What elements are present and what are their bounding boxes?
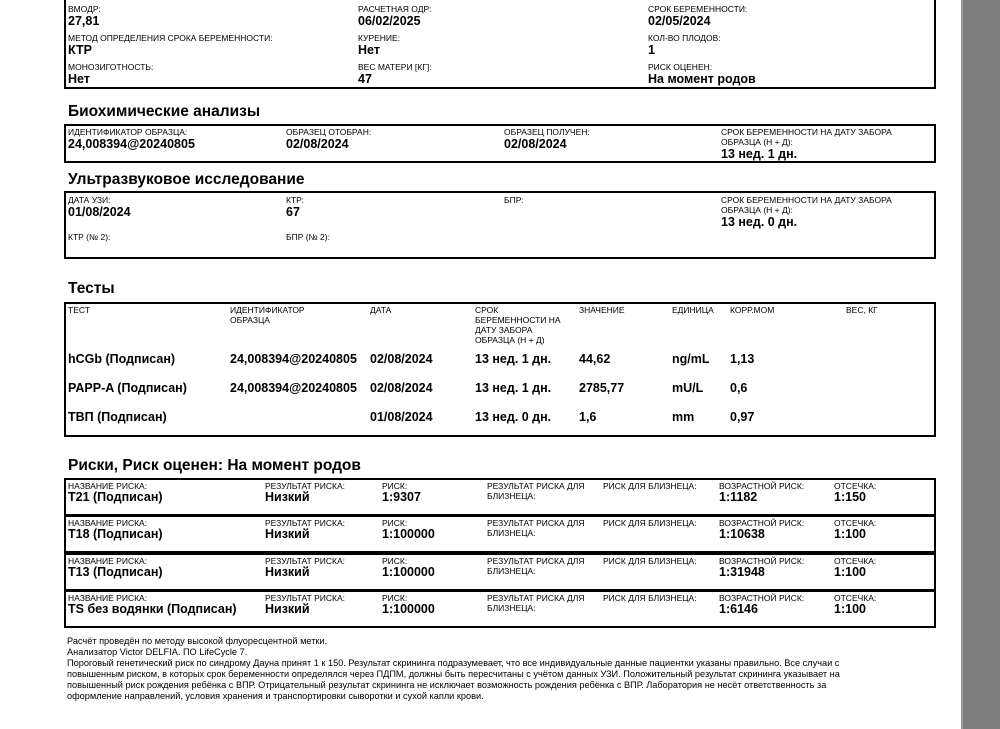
age-risk-label: ВОЗРАСТНОЙ РИСК: bbox=[719, 518, 805, 528]
us-date-label: ДАТА УЗИ: bbox=[68, 195, 111, 205]
weight-value: 47 bbox=[358, 72, 372, 86]
risk-value-label: РИСК: bbox=[382, 481, 408, 491]
test-mom: 0,97 bbox=[730, 410, 755, 424]
note-line: повышенным риском, в которых срок беременности определялся через ПДПМ, должны быть пересчитаны с учётом данных УЗИ. Положительный результат скрининга указывает на bbox=[67, 669, 840, 679]
fetuses-value: 1 bbox=[648, 43, 655, 57]
risk-name: T13 (Подписан) bbox=[68, 565, 163, 579]
calc-date-label: РАСЧЕТНАЯ ОДР: bbox=[358, 4, 432, 14]
th-ga-3: ДАТУ ЗАБОРА bbox=[475, 325, 533, 335]
test-value: 44,62 bbox=[579, 352, 611, 366]
note-line: оформление направлений, условия хранения и транспортировки сыворотки и сухой капли крови. bbox=[67, 691, 484, 701]
risk-result-label: РЕЗУЛЬТАТ РИСКА: bbox=[265, 556, 345, 566]
test-name: PAPP-A (Подписан) bbox=[68, 381, 187, 395]
sample-received-label: ОБРАЗЕЦ ПОЛУЧЕН: bbox=[504, 127, 590, 137]
twin-result-label-2: БЛИЗНЕЦА: bbox=[487, 603, 536, 613]
test-unit: ng/mL bbox=[672, 352, 710, 366]
risk-result-label: РЕЗУЛЬТАТ РИСКА: bbox=[265, 481, 345, 491]
us-bpr2-label: БПР (№ 2): bbox=[286, 232, 330, 242]
test-name: hCGb (Подписан) bbox=[68, 352, 176, 366]
risk-value: 1:100000 bbox=[382, 602, 435, 616]
age-risk-value: 1:1182 bbox=[719, 490, 758, 504]
risk-name-label: НАЗВАНИЕ РИСКА: bbox=[68, 518, 148, 528]
th-ga-2: БЕРЕМЕННОСТИ НА bbox=[475, 315, 561, 325]
age-risk-value: 1:31948 bbox=[719, 565, 765, 579]
risk-result-label: РЕЗУЛЬТАТ РИСКА: bbox=[265, 593, 345, 603]
risk-result: Низкий bbox=[265, 565, 310, 579]
risk-result-label: РЕЗУЛЬТАТ РИСКА: bbox=[265, 518, 345, 528]
test-unit: mU/L bbox=[672, 381, 704, 395]
risk-result: Низкий bbox=[265, 490, 310, 504]
risk-name: T21 (Подписан) bbox=[68, 490, 163, 504]
us-bpr-label: БПР: bbox=[504, 195, 524, 205]
us-ktr-value: 67 bbox=[286, 205, 300, 219]
th-id-1: ИДЕНТИФИКАТОР bbox=[230, 305, 305, 315]
cutoff-label: ОТСЕЧКА: bbox=[834, 518, 877, 528]
twin-risk-label: РИСК ДЛЯ БЛИЗНЕЦА: bbox=[603, 518, 697, 528]
us-ktr2-label: КТР (№ 2): bbox=[68, 232, 111, 242]
twin-result-label-1: РЕЗУЛЬТАТ РИСКА ДЛЯ bbox=[487, 556, 585, 566]
test-sample-id: 24,008394@20240805 bbox=[230, 381, 357, 395]
sample-id-value: 24,008394@20240805 bbox=[68, 137, 195, 151]
test-value: 1,6 bbox=[579, 410, 597, 424]
smoking-value: Нет bbox=[358, 43, 380, 57]
patient-info-box bbox=[64, 0, 936, 89]
cutoff-value: 1:100 bbox=[834, 565, 866, 579]
risk-name-label: НАЗВАНИЕ РИСКА: bbox=[68, 556, 148, 566]
ultrasound-title: Ультразвуковое исследование bbox=[68, 171, 305, 188]
twin-risk-label: РИСК ДЛЯ БЛИЗНЕЦА: bbox=[603, 556, 697, 566]
test-sample-id: 24,008394@20240805 bbox=[230, 352, 357, 366]
test-unit: mm bbox=[672, 410, 695, 424]
cutoff-label: ОТСЕЧКА: bbox=[834, 556, 877, 566]
risk-value-label: РИСК: bbox=[382, 593, 408, 603]
risk-value-label: РИСК: bbox=[382, 518, 408, 528]
test-date: 02/08/2024 bbox=[370, 381, 433, 395]
cutoff-value: 1:100 bbox=[834, 602, 866, 616]
twin-result-label-2: БЛИЗНЕЦА: bbox=[487, 491, 536, 501]
risk-value: 1:9307 bbox=[382, 490, 421, 504]
cutoff-label: ОТСЕЧКА: bbox=[834, 593, 877, 603]
th-ga-4: ОБРАЗЦА (Н + Д) bbox=[475, 335, 545, 345]
test-date: 01/08/2024 bbox=[370, 410, 433, 424]
twin-result-label-2: БЛИЗНЕЦА: bbox=[487, 528, 536, 538]
biochem-ga-value: 13 нед. 1 дн. bbox=[721, 147, 798, 161]
test-name: ТВП (Подписан) bbox=[68, 410, 167, 424]
us-date-value: 01/08/2024 bbox=[68, 205, 131, 219]
th-ga-1: СРОК bbox=[475, 305, 499, 315]
vmodr-label: ВМОДР: bbox=[68, 4, 101, 14]
risk-name-label: НАЗВАНИЕ РИСКА: bbox=[68, 593, 148, 603]
sample-received-value: 02/08/2024 bbox=[504, 137, 567, 151]
tests-title: Тесты bbox=[68, 280, 115, 297]
test-mom: 1,13 bbox=[730, 352, 755, 366]
th-weight: ВЕС, КГ bbox=[846, 305, 878, 315]
th-mom: КОРР.МОМ bbox=[730, 305, 775, 315]
risk-value-label: РИСК: bbox=[382, 556, 408, 566]
age-risk-value: 1:6146 bbox=[719, 602, 758, 616]
cutoff-value: 1:150 bbox=[834, 490, 866, 504]
risk-value: 1:100000 bbox=[382, 527, 435, 541]
twin-result-label-1: РЕЗУЛЬТАТ РИСКА ДЛЯ bbox=[487, 518, 585, 528]
test-value: 2785,77 bbox=[579, 381, 625, 395]
ga-label: СРОК БЕРЕМЕННОСТИ: bbox=[648, 4, 748, 14]
note-line: Пороговый генетический риск по синдрому Дауна принят 1 к 150. Результат скрининга подразумевает, что все индивидуальные данные пациентки указаны правильно. Все случаи с bbox=[67, 658, 840, 668]
th-unit: ЕДИНИЦА bbox=[672, 305, 714, 315]
risk-name-label: НАЗВАНИЕ РИСКА: bbox=[68, 481, 148, 491]
risk-result: Низкий bbox=[265, 527, 310, 541]
biochem-ga-label-2: ОБРАЗЦА (Н + Д): bbox=[721, 137, 793, 147]
fetuses-label: КОЛ-ВО ПЛОДОВ: bbox=[648, 33, 721, 43]
age-risk-label: ВОЗРАСТНОЙ РИСК: bbox=[719, 481, 805, 491]
monozygotic-value: Нет bbox=[68, 72, 90, 86]
risk-name: TS без водянки (Подписан) bbox=[68, 602, 237, 616]
test-ga: 13 нед. 1 дн. bbox=[475, 352, 552, 366]
ga-value: 02/05/2024 bbox=[648, 14, 711, 28]
twin-result-label-1: РЕЗУЛЬТАТ РИСКА ДЛЯ bbox=[487, 481, 585, 491]
test-ga: 13 нед. 1 дн. bbox=[475, 381, 552, 395]
weight-label: ВЕС МАТЕРИ [КГ]: bbox=[358, 62, 432, 72]
note-line: Анализатор Victor DELFIA. ПО LifeCycle 7. bbox=[67, 647, 248, 657]
risk-eval-value: На момент родов bbox=[648, 72, 756, 86]
risk-eval-label: РИСК ОЦЕНЕН: bbox=[648, 62, 713, 72]
sample-id-label: ИДЕНТИФИКАТОР ОБРАЗЦА: bbox=[68, 127, 188, 137]
cutoff-label: ОТСЕЧКА: bbox=[834, 481, 877, 491]
us-ga-label-2: ОБРАЗЦА (Н + Д): bbox=[721, 205, 793, 215]
method-label: МЕТОД ОПРЕДЕЛЕНИЯ СРОКА БЕРЕМЕННОСТИ: bbox=[68, 33, 273, 43]
risk-name: T18 (Подписан) bbox=[68, 527, 163, 541]
biochem-title: Биохимические анализы bbox=[68, 103, 261, 120]
sample-taken-value: 02/08/2024 bbox=[286, 137, 349, 151]
th-id-2: ОБРАЗЦА bbox=[230, 315, 270, 325]
twin-result-label-1: РЕЗУЛЬТАТ РИСКА ДЛЯ bbox=[487, 593, 585, 603]
sample-taken-label: ОБРАЗЕЦ ОТОБРАН: bbox=[286, 127, 372, 137]
calc-date-value: 06/02/2025 bbox=[358, 14, 421, 28]
twin-result-label-2: БЛИЗНЕЦА: bbox=[487, 566, 536, 576]
th-test: ТЕСТ bbox=[68, 305, 90, 315]
note-line: повышенный риск рождения ребёнка с ВПР. Отрицательный результат скрининга не исключает возможность рождения ребёнка с ВПР. Лаборатория не несёт ответственность за bbox=[67, 680, 827, 690]
biochem-ga-label-1: СРОК БЕРЕМЕННОСТИ НА ДАТУ ЗАБОРА bbox=[721, 127, 892, 137]
test-ga: 13 нед. 0 дн. bbox=[475, 410, 552, 424]
twin-risk-label: РИСК ДЛЯ БЛИЗНЕЦА: bbox=[603, 481, 697, 491]
cutoff-value: 1:100 bbox=[834, 527, 866, 541]
th-date: ДАТА bbox=[370, 305, 392, 315]
us-ga-value: 13 нед. 0 дн. bbox=[721, 215, 798, 229]
test-date: 02/08/2024 bbox=[370, 352, 433, 366]
smoking-label: КУРЕНИЕ: bbox=[358, 33, 401, 43]
us-ga-label-1: СРОК БЕРЕМЕННОСТИ НА ДАТУ ЗАБОРА bbox=[721, 195, 892, 205]
test-mom: 0,6 bbox=[730, 381, 748, 395]
method-value: КТР bbox=[68, 43, 92, 57]
us-ktr-label: КТР: bbox=[286, 195, 304, 205]
risks-title: Риски, Риск оценен: На момент родов bbox=[68, 457, 361, 474]
age-risk-label: ВОЗРАСТНОЙ РИСК: bbox=[719, 593, 805, 603]
risk-result: Низкий bbox=[265, 602, 310, 616]
vmodr-value: 27,81 bbox=[68, 14, 100, 28]
twin-risk-label: РИСК ДЛЯ БЛИЗНЕЦА: bbox=[603, 593, 697, 603]
th-value: ЗНАЧЕНИЕ bbox=[579, 305, 625, 315]
risk-value: 1:100000 bbox=[382, 565, 435, 579]
note-line: Расчёт проведён по методу высокой флуоресцентной метки. bbox=[67, 636, 328, 646]
age-risk-value: 1:10638 bbox=[719, 527, 765, 541]
monozygotic-label: МОНОЗИГОТНОСТЬ: bbox=[68, 62, 154, 72]
age-risk-label: ВОЗРАСТНОЙ РИСК: bbox=[719, 556, 805, 566]
